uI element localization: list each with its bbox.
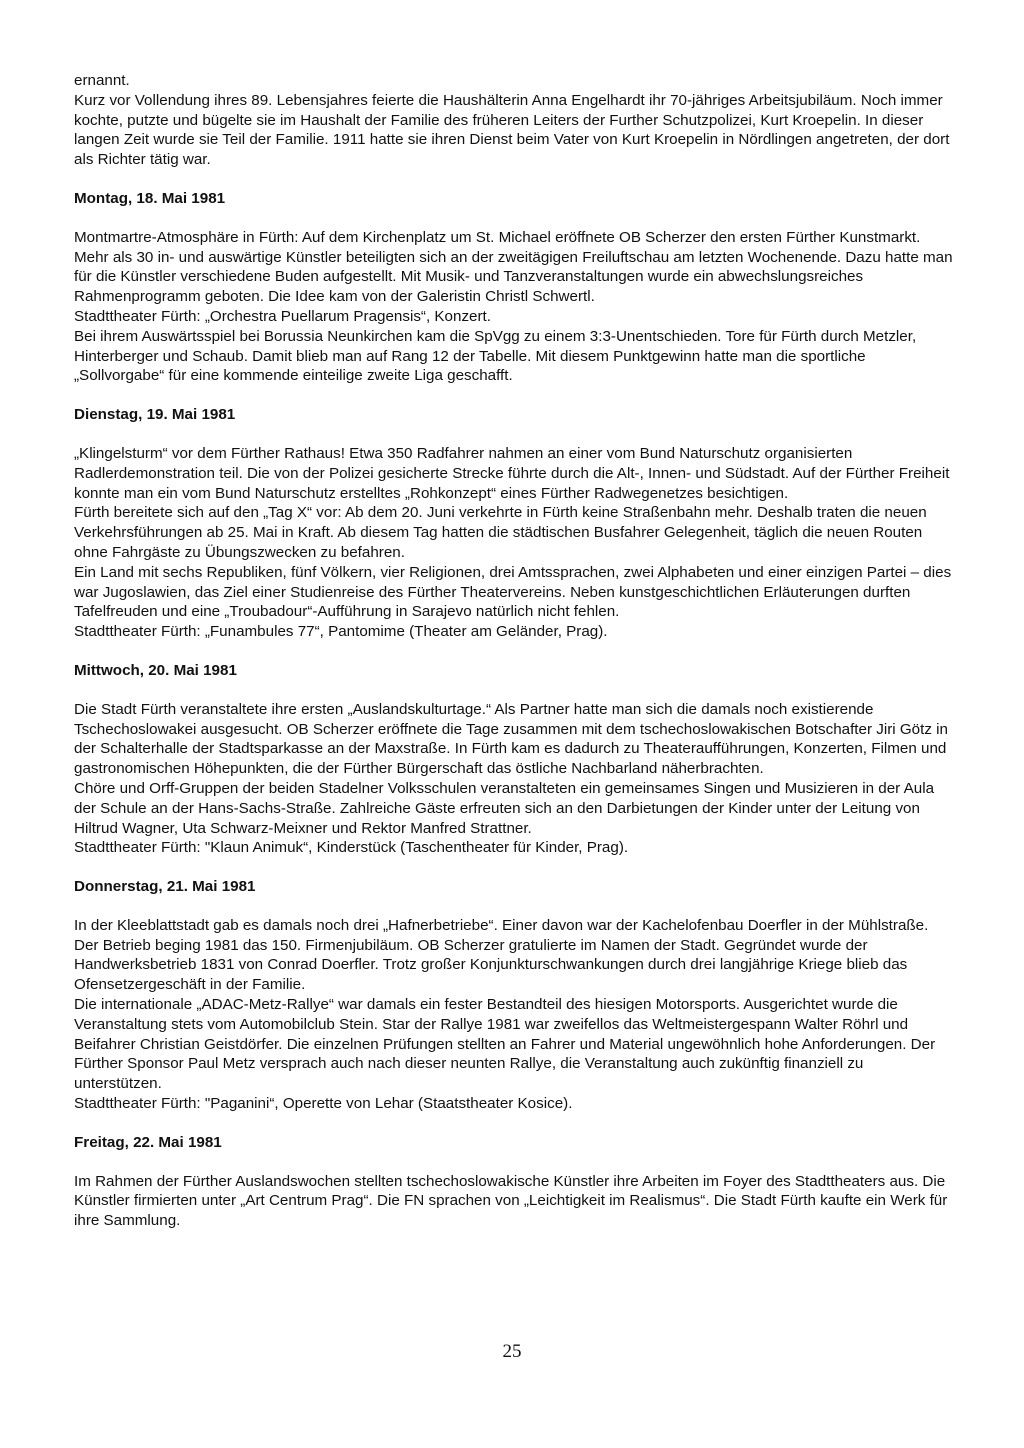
section-paragraph: Stadttheater Fürth: "Paganini“, Operette von Lehar (Staatstheater Kosice). xyxy=(74,1095,573,1113)
intro-paragraph: ernannt. xyxy=(74,72,130,89)
section-friday xyxy=(74,1133,954,1231)
section-heading: Montag, 18. Mai 1981 xyxy=(74,189,226,207)
intro-paragraph: Kurz vor Vollendung ihres 89. Lebensjahres feierte die Haushälterin Anna Engelhardt ihr 70-jähriges Arbeitsjubiläum. Noch immer kochte, putzte und bügelte sie im Haushalt der Familie des früheren Leiters der Further Schutzpolizei, Kurt Kroepelin. In dieser langen Zeit wurde sie Teil der Familie. 1911 hatte sie ihren Dienst beim Vater von Kurt Kroepelin in Nördlingen angetreten, der dort als Richter tätig war. xyxy=(74,91,950,169)
section-paragraph: Ein Land mit sechs Republiken, fünf Völkern, vier Religionen, drei Amtssprachen, zwei Alphabeten und einer einzigen Partei – dies war Jugoslawien, das Ziel einer Studienreise des Fürther Theatervereins. Neben kunstgeschichtlichen Erläuterungen durften Tafelfreuden und eine „Troubadour“-Aufführung in Sarajevo natürlich nicht fehlen. xyxy=(74,563,952,621)
intro-block xyxy=(74,71,954,170)
section-paragraph: Stadttheater Fürth: "Klaun Animuk“, Kinderstück (Taschentheater für Kinder, Prag). xyxy=(74,839,629,857)
section-paragraph: Im Rahmen der Fürther Auslandswochen stellten tschechoslowakische Künstler ihre Arbeiten im Foyer des Stadttheaters aus. Die Künstler firmierten unter „Art Centrum Prag“. Die FN sprachen von „Leichtigkeit im Realismus“. Die Stadt Fürth kaufte ein Werk für ihre Sammlung. xyxy=(74,1172,948,1230)
document-page xyxy=(74,71,954,1231)
section-paragraph: Bei ihrem Auswärtsspiel bei Borussia Neunkirchen kam die SpVgg zu einem 3:3-Unentschieden. Tore für Fürth durch Metzler, Hinterberger und Schaub. Damit blieb man auf Rang 12 der Tabelle. Mit diesem Punktgewinn hatte man die sportliche „Sollvorgabe“ für eine kommende einteilige zweite Liga geschafft. xyxy=(74,327,917,385)
section-paragraph: Die internationale „ADAC-Metz-Rallye“ war damals ein fester Bestandteil des hiesigen Motorsports. Ausgerichtet wurde die Veranstaltung stets vom Automobilclub Stein. Star der Rallye 1981 war zweifellos das Weltmeistergespann Walter Röhrl und Beifahrer Christian Geistdörfer. Die einzelnen Prüfungen stellten an Fahrer und Material ungewöhnlich hohe Anforderungen. Der Fürther Sponsor Paul Metz versprach auch nach dieser neunten Rallye, die Veranstaltung auch zukünftig finanziell zu unterstützen. xyxy=(74,996,936,1093)
section-heading: Freitag, 22. Mai 1981 xyxy=(74,1133,222,1151)
section-tuesday xyxy=(74,405,954,642)
section-heading: Mittwoch, 20. Mai 1981 xyxy=(74,661,237,679)
section-paragraph: Fürth bereitete sich auf den „Tag X“ vor: Ab dem 20. Juni verkehrte in Fürth keine Straßenbahn mehr. Deshalb traten die neuen Verkehrsführungen ab 25. Mai in Kraft. Ab diesem Tag hatten die städtischen Busfahrer Gelegenheit, täglich die neuen Routen ohne Fahrgäste zu Übungszwecken zu befahren. xyxy=(74,504,927,561)
section-paragraph: Montmartre-Atmosphäre in Fürth: Auf dem Kirchenplatz um St. Michael eröffnete OB Scherzer den ersten Fürther Kunstmarkt. Mehr als 30 in- und auswärtige Künstler beteiligten sich an der zweitägigen Freiluftschau am letzten Wochenende. Dazu hatte man für die Künstler verschiedene Buden aufgestellt. Mit Musik- und Tanzveranstaltungen wurde ein abwechslungsreiches Rahmenprogramm geboten. Die Idee kam von der Galeristin Christl Schwertl. xyxy=(74,228,953,306)
section-paragraph: Stadttheater Fürth: „Funambules 77“, Pantomime (Theater am Geländer, Prag). xyxy=(74,623,608,641)
page-number: 25 xyxy=(502,1341,522,1362)
section-paragraph: Stadttheater Fürth: „Orchestra Puellarum Pragensis“, Konzert. xyxy=(74,307,491,325)
section-paragraph: Chöre und Orff-Gruppen der beiden Stadelner Volksschulen veranstalteten ein gemeinsames Singen und Musizieren in der Aula der Schule an der Hans-Sachs-Straße. Zahlreiche Gäste erfreuten sich an den Darbietungen der Kinder unter der Leitung von Hiltrud Wagner, Uta Schwarz-Meixner und Rektor Manfred Strattner. xyxy=(74,779,935,837)
section-thursday xyxy=(74,877,954,1114)
section-wednesday xyxy=(74,661,954,858)
section-heading: Donnerstag, 21. Mai 1981 xyxy=(74,878,256,896)
section-monday xyxy=(74,189,954,386)
section-paragraph: Die Stadt Fürth veranstaltete ihre ersten „Auslandskulturtage.“ Als Partner hatte man sich die damals noch existierende Tschechoslowakei ausgesucht. OB Scherzer eröffnete die Tage zusammen mit dem tschechoslowakischen Botschafter Jiri Götz in der Schalterhalle der Stadtsparkasse an der Maxstraße. In Fürth kam es dadurch zu Theateraufführungen, Konzerten, Filmen und gastronomischen Höhepunkten, die der Fürther Bürgerschaft das östliche Nachbarland näherbrachten. xyxy=(74,700,948,778)
section-heading: Dienstag, 19. Mai 1981 xyxy=(74,406,236,424)
section-paragraph: „Klingelsturm“ vor dem Fürther Rathaus! Etwa 350 Radfahrer nahmen an einer vom Bund Naturschutz organisierten Radlerdemonstration teil. Die von der Polizei gesicherte Strecke führte durch die Alt-, Innen- und Südstadt. Auf der Fürther Freiheit konnte man ein vom Bund Naturschutz erstelltes „Rohkonzept“ eines Fürther Radwegenetzes besichtigen. xyxy=(74,444,950,502)
section-paragraph: In der Kleeblattstadt gab es damals noch drei „Hafnerbetriebe“. Einer davon war der Kachelofenbau Doerfler in der Mühlstraße. Der Betrieb beging 1981 das 150. Firmenjubiläum. OB Scherzer gratulierte im Namen der Stadt. Gegründet wurde der Handwerksbetrieb 1831 von Conrad Doerfler. Trotz großer Konjunkturschwankungen durch drei langjährige Kriege blieb das Ofensetzergeschäft in der Familie. xyxy=(74,916,929,994)
